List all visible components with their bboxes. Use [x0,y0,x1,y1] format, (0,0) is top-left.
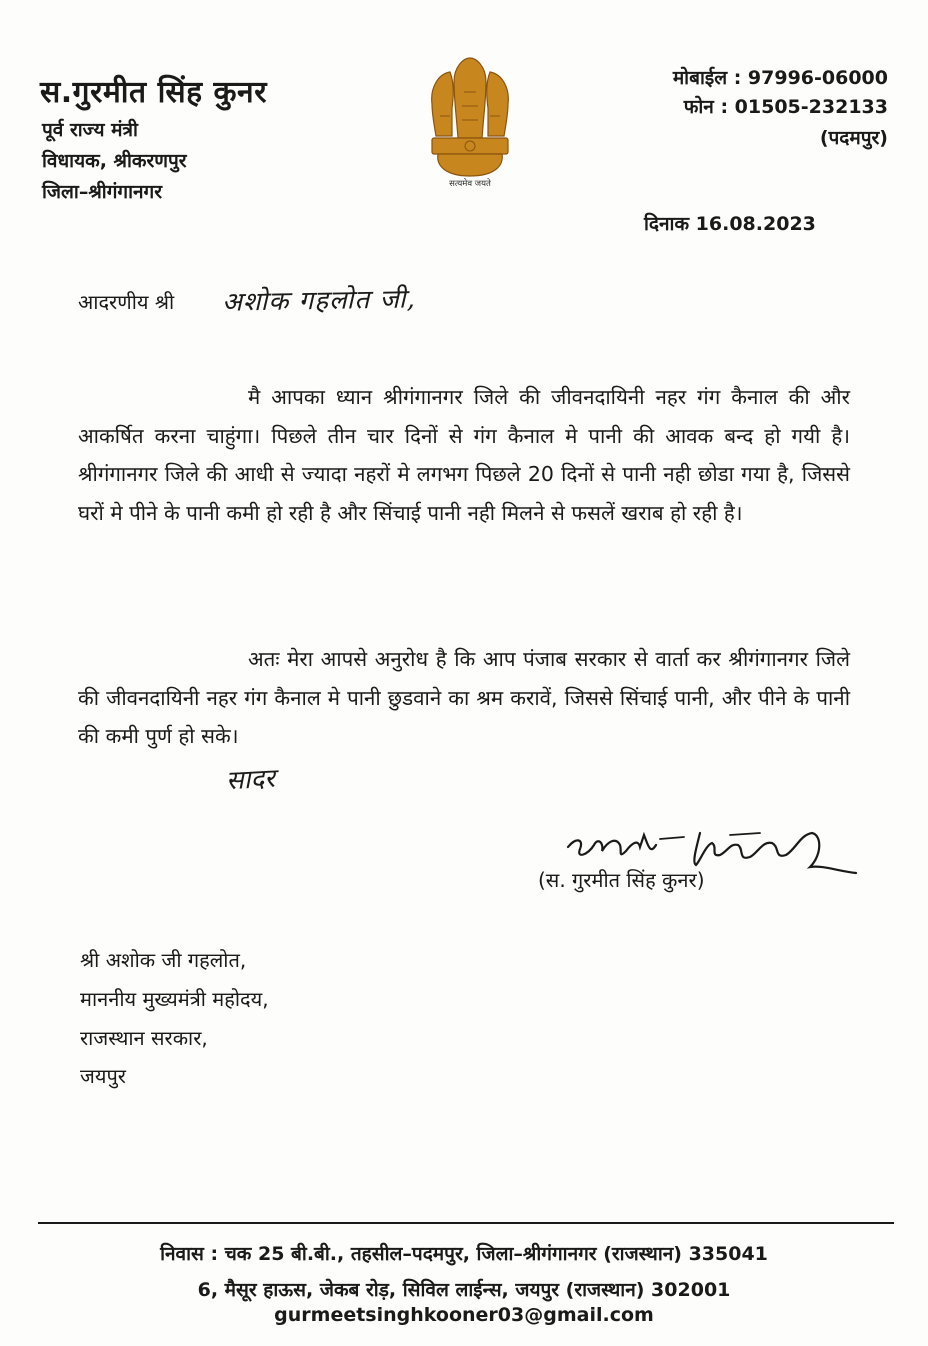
letterhead-constituency: विधायक, श्रीकरणपुर [42,150,187,172]
salutation: आदरणीय श्री [78,290,175,314]
national-emblem-icon [424,52,516,190]
letterhead-designation: पूर्व राज्य मंत्री [42,119,138,141]
recipient-line-3: राजस्थान सरकार, [80,1026,208,1050]
letter-paragraph-2 [78,640,850,756]
phone-number: फोन : 01505-232133 [683,96,888,118]
handwritten-note: सादर [225,763,276,797]
recipient-line-4: जयपुर [80,1064,126,1088]
paragraph-1-text: मै आपका ध्यान श्रीगंगानगर जिले की जीवनदायिनी नहर गंग कैनाल की और आकर्षित करना चाहुंगा। पिछले तीन चार दिनों से गंग कैनाल मे पानी की आवक बन्द हो गयी है। श्रीगंगानगर जिले की आधी से ज्यादा नहरों मे लगभग पिछले 20 दिनों से पानी नही छोडा गया है, जिससे घरों मे पीने के पानी कमी हो रही है और सिंचाई पानी नही मिलने से फसलें खराब हो रही है। [78,385,850,525]
letterhead-name: स.गुरमीत सिंह कुनर [40,75,267,110]
letter-date: दिनाक 16.08.2023 [644,213,816,235]
paragraph-2-text: अतः मेरा आपसे अनुरोध है कि आप पंजाब सरकार से वार्ता कर श्रीगंगानगर जिले की जीवनदायिनी नहर गंग कैनाल मे पानी छुडवाने का श्रम करावें, जिससे सिंचाई पानी, और पीने के पानी की कमी पुर्ण हो सके। [78,647,850,748]
footer-divider [38,1222,894,1224]
recipient-line-2: माननीय मुख्यमंत्री महोदय, [80,987,269,1011]
recipient-line-1: श्री अशोक जी गहलोत, [80,948,247,972]
footer-residence-address: निवास : चक 25 बी.बी., तहसील–पदमपुर, जिला–श्रीगंगानगर (राजस्थान) 335041 [160,1243,768,1265]
salutation-handwritten: अशोक गहलोत जी, [221,284,416,318]
letterhead-district: जिला–श्रीगंगानगर [42,181,163,203]
emblem-motto: सत्यमेव जयते [449,179,491,189]
signatory-name: (स. गुरमीत सिंह कुनर) [538,868,705,892]
mobile-number: मोबाईल : 97996-06000 [672,67,888,89]
office-place: (पदमपुर) [819,127,888,149]
footer-jaipur-address: 6, मैसूर हाऊस, जेकब रोड़, सिविल लाईन्स, जयपुर (राजस्थान) 302001 [197,1279,731,1301]
letter-paragraph-1 [78,378,850,532]
footer-email[interactable]: gurmeetsinghkooner03@gmail.com [274,1304,654,1326]
